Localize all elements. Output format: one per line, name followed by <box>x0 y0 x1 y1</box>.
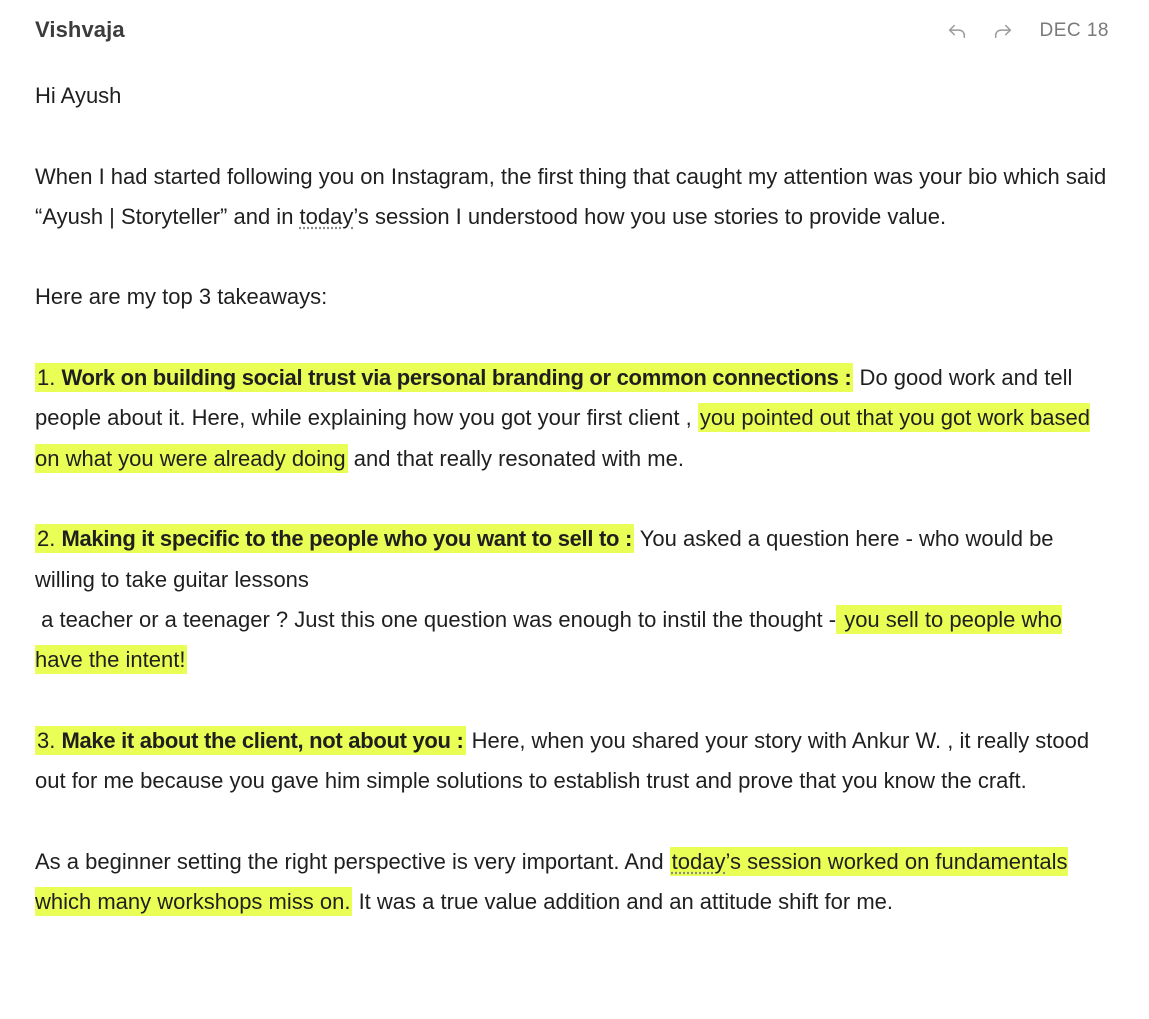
takeaway-2-highlight: you sell to people who have the intent! <box>35 606 1062 673</box>
takeaway-1 <box>35 358 1109 479</box>
takeaways-intro: Here are my top 3 takeaways: <box>35 284 328 310</box>
reply-icon[interactable] <box>943 18 971 44</box>
takeaway-3-heading <box>35 726 466 755</box>
takeaway-3-title: Make it about the client, not about you : <box>61 727 464 753</box>
takeaway-2-heading <box>35 524 634 553</box>
takeaway-2-title: Making it specific to the people who you want to sell to : <box>61 526 633 552</box>
intro-text-1: When I had started following you on Instagram, the first thing that caught my attention was your bio which said “Ayush | Storyteller” and in <box>35 163 1107 229</box>
sender-name[interactable]: Vishvaja <box>35 17 125 42</box>
takeaway-1-number: 1. <box>37 365 62 391</box>
takeaway-1-highlight: you pointed out that you got work based on what you were already doing <box>35 405 1090 471</box>
takeaway-2-number: 2. <box>37 526 62 552</box>
intro-text-2: ’s session I understood how you use stories to provide value. <box>353 203 947 229</box>
takeaway-2-text-2: a teacher or a teenager ? Just this one question was enough to instil the thought - <box>35 606 837 632</box>
today-link[interactable]: today <box>299 203 354 229</box>
takeaway-3-number: 3. <box>37 727 62 753</box>
closing-paragraph <box>35 842 1109 923</box>
email-body <box>35 76 1109 922</box>
takeaway-3-text-1: Here, when you shared your story with Ankur W. , it really stood out for me because you gave him simple solutions to establish trust and prove that you know the craft. <box>35 727 1090 794</box>
takeaway-2 <box>35 519 1109 680</box>
header-actions <box>943 18 1109 44</box>
takeaway-1-text-1: Do good work and tell people about it. Here, while explaining how you got your first client , <box>35 365 1073 431</box>
greeting: Hi Ayush <box>35 83 122 108</box>
closing-text-1: As a beginner setting the right perspective is very important. And <box>35 848 670 874</box>
closing-highlight-text: ’s session worked on fundamentals which many workshops miss on. <box>35 848 1068 914</box>
forward-icon[interactable] <box>989 18 1017 44</box>
email-date: DEC 18 <box>1039 20 1109 41</box>
takeaway-1-text-2: and that really resonated with me. <box>347 445 684 471</box>
closing-text-2: It was a true value addition and an attitude shift for me. <box>352 888 893 914</box>
closing-today-link[interactable]: today <box>671 848 726 874</box>
intro-paragraph <box>35 157 1109 238</box>
takeaway-1-heading <box>35 363 853 392</box>
takeaway-2-text-1: You asked a question here - who would be willing to take guitar lessons <box>35 526 1054 592</box>
email-header <box>35 0 1109 62</box>
takeaway-1-title: Work on building social trust via personal branding or common connections : <box>61 365 852 391</box>
takeaway-3 <box>35 721 1109 802</box>
